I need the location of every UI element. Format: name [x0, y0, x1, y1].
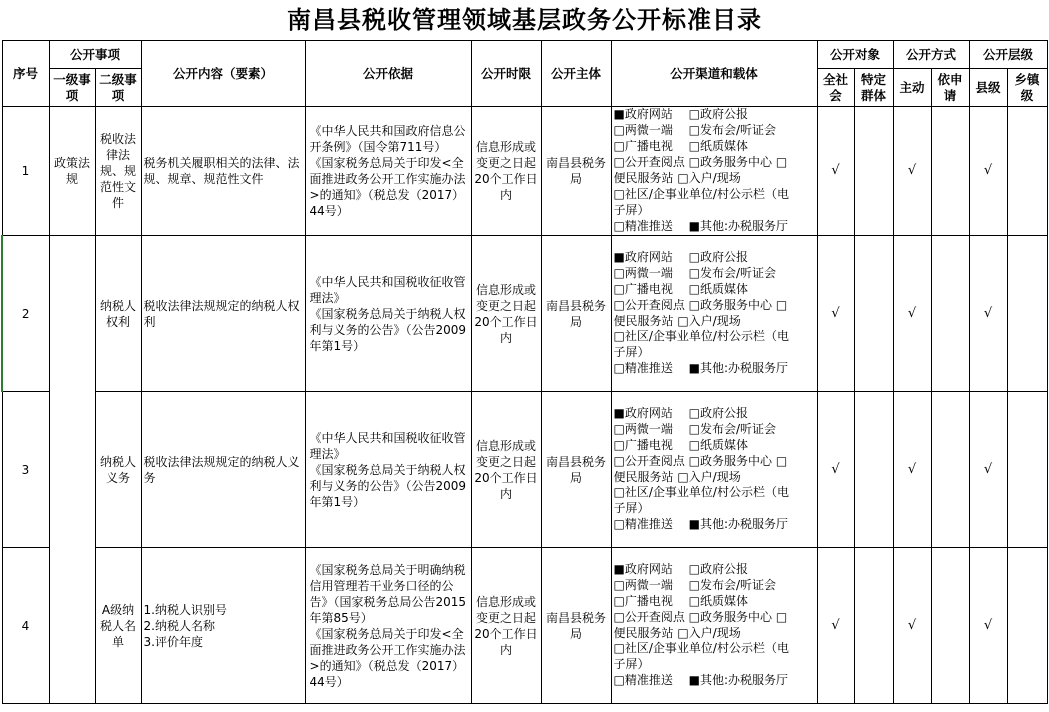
check-all: √	[817, 392, 854, 548]
row-basis: 《中华人民共和国税收征收管理法》 《国家税务总局关于纳税人权利与义务的公告》（公告2009年第1号）	[305, 392, 471, 548]
row-content: 税收法律法规规定的纳税人权利	[141, 236, 305, 392]
channel-line: □两微一端 □发布会/听证会	[613, 265, 777, 280]
table-row	[2, 548, 1047, 704]
channel-line: □社区/企事业单位/村公示栏（电	[613, 485, 789, 500]
channel-line: □社区/企事业单位/村公示栏（电	[613, 186, 789, 201]
check-town	[1007, 392, 1047, 548]
check-group	[854, 107, 893, 236]
row-seq: 3	[2, 392, 49, 548]
row-seq: 4	[2, 548, 49, 704]
table-row	[2, 107, 1047, 236]
check-county: √	[969, 107, 1007, 236]
channel-line: □公开查阅点 □政务服务中心 □	[613, 155, 788, 170]
row-time: 信息形成或变更之日起20个工作日内	[471, 548, 541, 704]
channel-line: □社区/企事业单位/村公示栏（电	[613, 329, 789, 344]
check-active: √	[893, 392, 931, 548]
header-level-town: 乡镇级	[1007, 69, 1047, 107]
header-method-request: 依申请	[931, 69, 969, 107]
channel-line: □精准推送 ■其他:办税服务厅	[613, 218, 789, 233]
channel-line: □公开查阅点 □政务服务中心 □	[613, 297, 788, 312]
channel-line: □精准推送 ■其他:办税服务厅	[613, 517, 789, 532]
channel-line: □公开查阅点 □政务服务中心 □	[613, 453, 788, 468]
row-time: 信息形成或变更之日起20个工作日内	[471, 107, 541, 236]
channel-line: 子屏）	[613, 657, 650, 672]
header-target-all: 全社会	[817, 69, 854, 107]
channel-line: □广播电视 □纸质媒体	[613, 593, 749, 608]
channel-line: □精准推送 ■其他:办税服务厅	[613, 673, 789, 688]
check-request	[931, 236, 969, 392]
header-basis: 公开依据	[305, 41, 471, 107]
header-level-county: 县级	[969, 69, 1007, 107]
header-subject: 公开主体	[541, 41, 611, 107]
row-level1	[49, 236, 95, 704]
page-title: 南昌县税收管理领域基层政务公开标准目录	[287, 5, 762, 34]
header-level2: 二级事项	[95, 69, 141, 107]
check-county: √	[969, 548, 1007, 704]
header-channel: 公开渠道和载体	[611, 41, 817, 107]
row-level2: 纳税人义务	[95, 392, 141, 548]
row-channels	[611, 107, 817, 236]
channel-line: 便民服务站 □入户/现场	[613, 469, 741, 484]
channel-line: □两微一端 □发布会/听证会	[613, 577, 777, 592]
header-target: 公开对象	[817, 41, 893, 69]
check-active: √	[893, 548, 931, 704]
row-subject: 南昌县税务局	[541, 107, 611, 236]
check-all: √	[817, 548, 854, 704]
row-basis: 《中华人民共和国税收征收管理法》 《国家税务总局关于纳税人权利与义务的公告》（公告2009年第1号）	[305, 236, 471, 392]
channel-line: □精准推送 ■其他:办税服务厅	[613, 361, 789, 376]
check-all: √	[817, 107, 854, 236]
row-level2: A级纳税人名单	[95, 548, 141, 704]
check-group	[854, 236, 893, 392]
channel-line: □广播电视 □纸质媒体	[613, 281, 749, 296]
channel-line: □公开查阅点 □政务服务中心 □	[613, 609, 788, 624]
row-content: 1.纳税人识别号 2.纳税人名称 3.评价年度	[141, 548, 305, 704]
check-request	[931, 107, 969, 236]
row-content: 税收法律法规规定的纳税人义务	[141, 392, 305, 548]
row-channels	[611, 548, 817, 704]
channel-line: 子屏）	[613, 345, 650, 360]
channel-line: □广播电视 □纸质媒体	[613, 437, 749, 452]
header-target-group: 特定群体	[854, 69, 893, 107]
channel-line: 子屏）	[613, 202, 650, 217]
channel-line: □社区/企事业单位/村公示栏（电	[613, 641, 789, 656]
row-content: 税务机关履职相关的法律、法规、规章、规范性文件	[141, 107, 305, 236]
channel-line: 子屏）	[613, 501, 650, 516]
row-channels	[611, 392, 817, 548]
header-content: 公开内容（要素）	[141, 41, 305, 107]
header-time: 公开时限	[471, 41, 541, 107]
header-method-active: 主动	[893, 69, 931, 107]
check-all: √	[817, 236, 854, 392]
header-matter: 公开事项	[49, 41, 141, 69]
check-town	[1007, 107, 1047, 236]
check-request	[931, 392, 969, 548]
channel-line: 便民服务站 □入户/现场	[613, 625, 741, 640]
row-channels	[611, 236, 817, 392]
table-row	[2, 236, 1047, 392]
check-active: √	[893, 107, 931, 236]
channel-line: 便民服务站 □入户/现场	[613, 171, 741, 185]
row-level2: 纳税人权利	[95, 236, 141, 392]
channel-line: ■政府网站 □政府公报	[613, 249, 749, 264]
row-subject: 南昌县税务局	[541, 392, 611, 548]
channel-line: ■政府网站 □政府公报	[613, 561, 749, 576]
check-town	[1007, 236, 1047, 392]
check-town	[1007, 548, 1047, 704]
check-active: √	[893, 236, 931, 392]
row-basis: 《国家税务总局关于明确纳税信用管理若干业务口径的公告》（国家税务总局公告2015年第85号） 《国家税务总局关于印发<全面推进政务公开工作实施办法>的通知》（税总发（2017）44号）	[305, 548, 471, 704]
channel-line: □两微一端 □发布会/听证会	[613, 421, 777, 436]
row-level1: 政策法规	[49, 107, 95, 236]
header-method: 公开方式	[893, 41, 969, 69]
header-level1: 一级事项	[49, 69, 95, 107]
channel-line: ■政府网站 □政府公报	[613, 107, 749, 122]
row-subject: 南昌县税务局	[541, 548, 611, 704]
check-county: √	[969, 236, 1007, 392]
catalog-table	[1, 40, 1048, 704]
channel-line: □两微一端 □发布会/听证会	[613, 123, 777, 138]
check-group	[854, 392, 893, 548]
row-seq: 2	[2, 236, 49, 392]
row-basis: 《中华人民共和国政府信息公开条例》（国令第711号） 《国家税务总局关于印发<全面推进政务公开工作实施办法>的通知》（税总发（2017）44号）	[305, 107, 471, 236]
row-subject: 南昌县税务局	[541, 236, 611, 392]
channel-line: □广播电视 □纸质媒体	[613, 139, 749, 154]
header-level: 公开层级	[969, 41, 1047, 69]
row-time: 信息形成或变更之日起20个工作日内	[471, 392, 541, 548]
check-group	[854, 548, 893, 704]
table-row	[2, 392, 1047, 548]
channel-line: 便民服务站 □入户/现场	[613, 313, 741, 328]
check-county: √	[969, 392, 1007, 548]
row-time: 信息形成或变更之日起20个工作日内	[471, 236, 541, 392]
check-request	[931, 548, 969, 704]
channel-line: ■政府网站 □政府公报	[613, 405, 749, 420]
row-level2: 税收法律法规、规范性文件	[95, 107, 141, 236]
row-seq: 1	[2, 107, 49, 236]
header-seq: 序号	[2, 41, 49, 107]
